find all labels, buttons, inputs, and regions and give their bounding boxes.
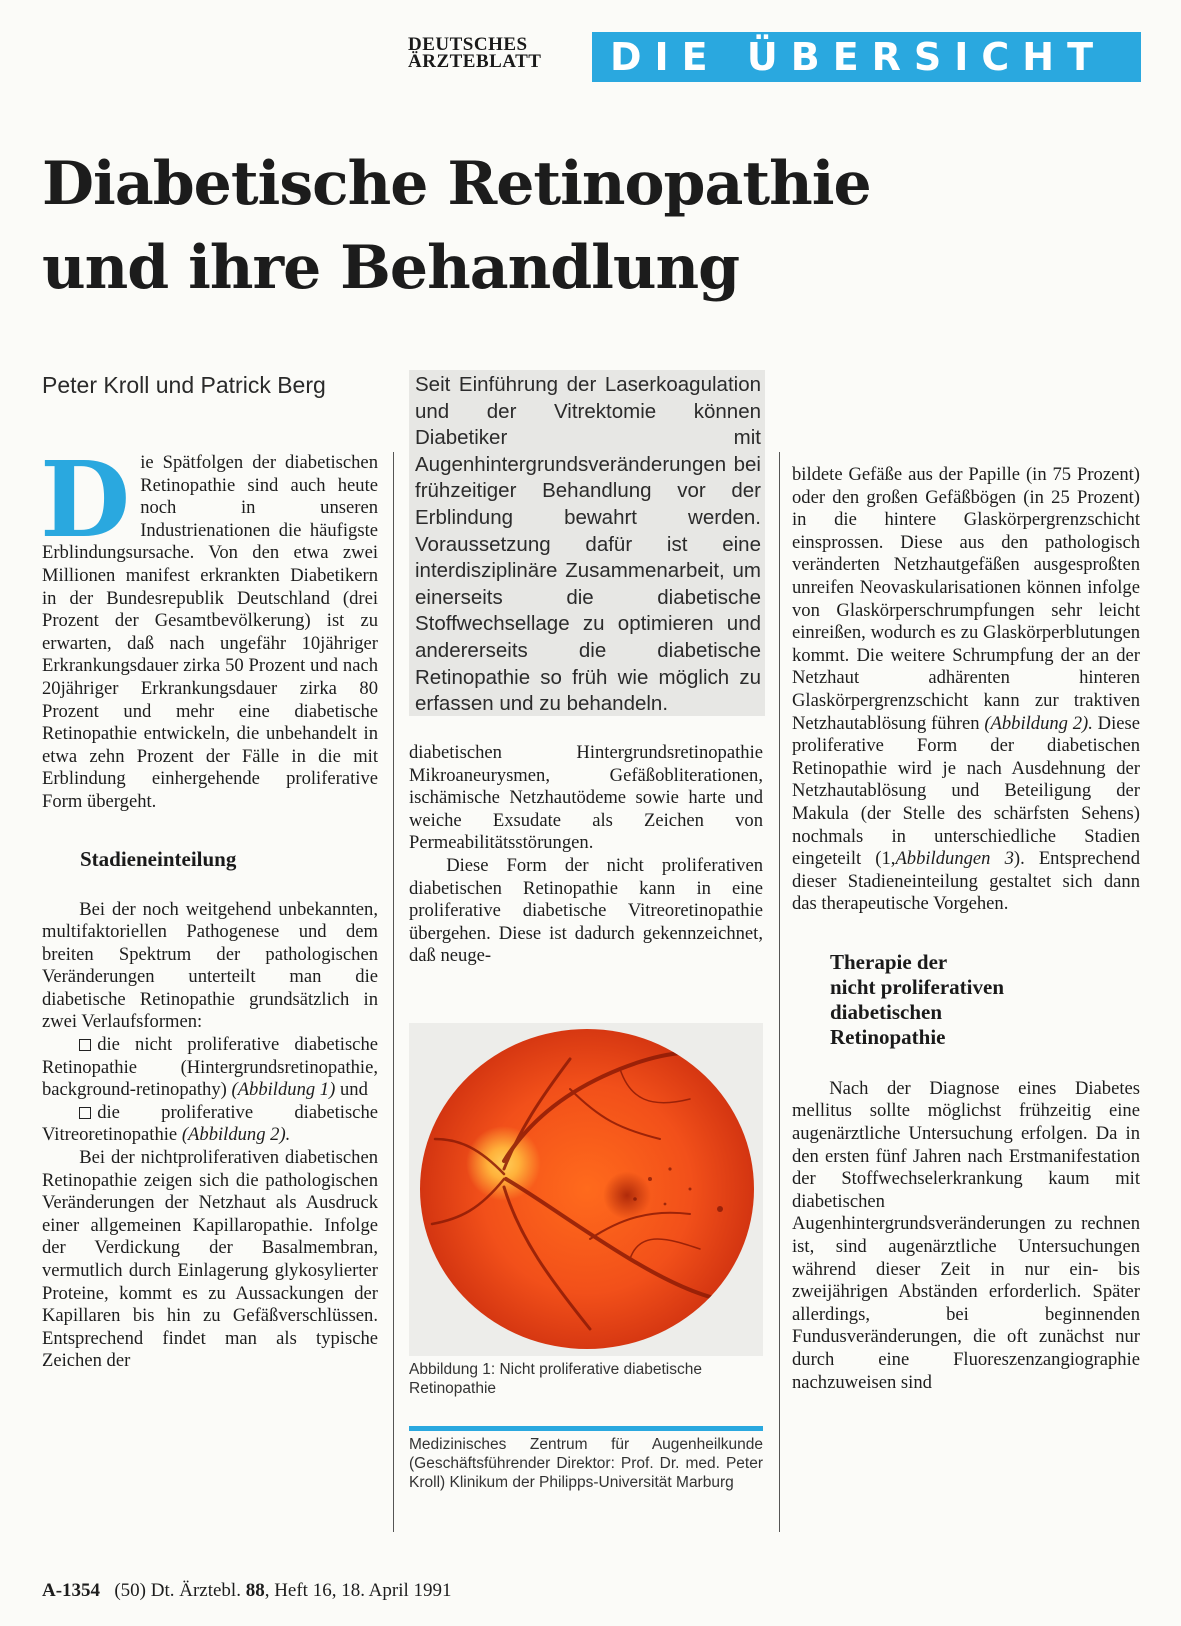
paragraph: diabetischen Hintergrundsretinopathie Mikroaneurysmen, Gefäßobliterationen, ischämische Netzhautödeme sowie harte und weiche Exsudate als Zeichen von Permeabilitätsstörungen. bbox=[409, 742, 763, 854]
text-column-3 bbox=[792, 464, 1140, 1394]
paragraph: Bei der noch weitgehend unbekannten, multifaktoriellen Pathogenese und dem breiten Spektrum der pathologischen Veränderungen unterteilt man die diabetische Retinopathie grundsätzlich in zwei Verlaufsformen: bbox=[42, 898, 378, 1033]
list-item bbox=[42, 1102, 378, 1147]
paragraph-text: ). Entsprechend dieser Stadieneinteilung gestaltet sich dann das therapeutische Vorgehen. bbox=[792, 848, 1141, 915]
figure-reference: Abbildungen 3 bbox=[895, 848, 1014, 870]
section-label: DIE ÜBERSICHT bbox=[592, 32, 1141, 82]
heading-line: Therapie der bbox=[830, 949, 948, 974]
figure-reference: (Abbildung 1) bbox=[231, 1079, 336, 1101]
figure-reference: (Abbildung 2). bbox=[181, 1124, 291, 1146]
publication-name-line2: ÄRZTEBLATT bbox=[408, 51, 542, 72]
citation-prefix: (50) Dt. Ärztebl. bbox=[114, 1580, 241, 1601]
fundus-photograph bbox=[420, 1029, 754, 1349]
list-item-tail: und bbox=[339, 1079, 368, 1101]
article-title-line2: und ihre Behandlung bbox=[42, 233, 740, 303]
paragraph: Bei der nichtproliferativen diabetischen Retinopathie zeigen sich die pathologischen Veränderungen der Netzhaut als Ausdruck einer allgemeinen Kapillaropathie. Infolge der Verdickung der Basalmembran, vermutlich durch Einlagerung glykosylierter Proteine, kommt es zu Aussackungen der Kapillaren bis hin zu Gefäßverschlüssen. Entsprechend findet man als typische Zeichen der bbox=[42, 1147, 378, 1372]
figure-reference: (Abbildung 2). bbox=[984, 712, 1093, 734]
paragraph: Nach der Diagnose eines Diabetes mellitus sollte möglichst frühzeitig eine augenärztliche Untersuchung erfolgen. Da in den ersten fünf Jahren nach Erstmanifestation der Stoffwechselerkrankung kaum mit diabetischen Augenhintergrundsveränderungen zu rechnen ist, sind augenärztliche Untersuchungen während dieser Zeit in nur ein- bis zweijährigen Abständen erforderlich. Später allerdings, bei beginnenden Fundusveränderungen, die oft zunächst nur durch eine Fluoreszenzangiographie nachzuweisen sind bbox=[792, 1077, 1140, 1393]
intro-paragraph bbox=[40, 438, 378, 814]
publication-name bbox=[408, 36, 578, 70]
affiliation-rule bbox=[409, 1426, 763, 1431]
text-column-1 bbox=[40, 438, 378, 1373]
column-divider bbox=[779, 452, 780, 1532]
paragraph bbox=[792, 464, 1140, 916]
paragraph-text: Diese proliferative Form der diabetischen Retinopathie wird je nach Ausdehnung der Netzhautablösung und Beteiligung der Makula (der Stelle des schärfsten Sehens) nochmals in unterschiedliche Stadien eingeteilt (1, bbox=[792, 712, 1140, 870]
citation-suffix: , Heft 16, 18. April 1991 bbox=[264, 1580, 452, 1601]
text-column-2 bbox=[409, 742, 763, 968]
author-affiliation: Medizinisches Zentrum für Augenheilkunde (Geschäftsführender Direktor: Prof. Dr. med. Peter Kroll) Klinikum der Philipps-Universität Marburg bbox=[409, 1436, 763, 1491]
article-authors: Peter Kroll und Patrick Berg bbox=[42, 372, 326, 398]
page-code: A-1354 bbox=[42, 1580, 101, 1601]
article-title bbox=[42, 142, 982, 310]
heading-line: nicht proliferativen bbox=[830, 974, 1005, 999]
article-title-line1: Diabetische Retinopathie bbox=[42, 149, 871, 219]
checkbox-icon bbox=[79, 1039, 91, 1051]
figure-caption: Abbildung 1: Nicht proliferative diabetische Retinopathie bbox=[409, 1361, 702, 1397]
heading-line: diabetischen bbox=[830, 999, 943, 1024]
heading-line: Retinopathie bbox=[830, 1024, 946, 1049]
list-item bbox=[42, 1034, 378, 1102]
section-heading-stadieneinteilung: Stadieneinteilung bbox=[80, 846, 237, 871]
volume-number: 88 bbox=[245, 1580, 265, 1601]
paragraph: Diese Form der nicht proliferativen diabetischen Retinopathie kann in eine proliferative diabetische Vitreoretinopathie übergehen. Diese ist dadurch gekennzeichnet, daß neuge- bbox=[409, 854, 763, 967]
page-footer bbox=[42, 1580, 742, 1602]
list-item-text: die proliferative diabetische Vitreoretinopathie bbox=[42, 1101, 378, 1146]
checkbox-icon bbox=[79, 1107, 91, 1119]
publication-name-line1: DEUTSCHES bbox=[408, 34, 528, 55]
list-item-text: die nicht proliferative diabetische Retinopathie (Hintergrundsretinopathie, background-retinopathy) bbox=[42, 1034, 378, 1101]
paragraph-text: bildete Gefäße aus der Papille (in 75 Prozent) oder den großen Gefäßbögen (in 25 Prozent) in die hintere Glaskörpergrenzschicht einsprossen. Diese aus den pathologisch veränderten Netzhautgefäßen ausgesproßten unreifen Neovaskularisationen können infolge von Glaskörperschrumpfungen sehr leicht einreißen, wodurch es zu Glaskörperblutungen kommt. Die weitere Schrumpfung der an der Netzhaut adhärenten hinteren Glaskörpergrenzschicht kann zur traktiven Netzhautablösung führen bbox=[792, 464, 1140, 734]
column-divider bbox=[393, 452, 394, 1532]
article-abstract: Seit Einführung der Laserkoagulation und der Vitrektomie können Diabetiker mit Augenhintergrundsveränderungen bei frühzeitiger Behandlung vor der Erblindung bewahrt werden. Voraussetzung dafür ist eine interdisziplinäre Zusammenarbeit, um einerseits die diabetische Stoffwechsellage zu optimieren und andererseits die diabetische Retinopathie so früh wie möglich zu erfassen und zu behandeln. bbox=[409, 370, 765, 716]
retinal-vessels-illustration bbox=[420, 1029, 754, 1349]
intro-text: ie Spätfolgen der diabetischen Retinopathie sind auch heute noch in unseren Industrienationen die häufigste Erblindungsursache. Von den etwa zwei Millionen manifest erkrankten Diabetikern in der Bundesrepublik Deutschland (drei Prozent der Gesamtbevölkerung) ist zu erwarten, daß nach ungefähr 10jähriger Erkrankungsdauer zirka 50 Prozent und nach 20jähriger Erkrankungsdauer zirka 80 Prozent und mehr eine diabetische Retinopathie entwickeln, die unbehandelt in etwa zehn Prozent der Fälle in die mit Erblindung einhergehende proliferative Form übergeht. bbox=[42, 452, 378, 812]
drop-cap: D bbox=[40, 438, 131, 561]
section-heading-therapie bbox=[830, 950, 1140, 1050]
